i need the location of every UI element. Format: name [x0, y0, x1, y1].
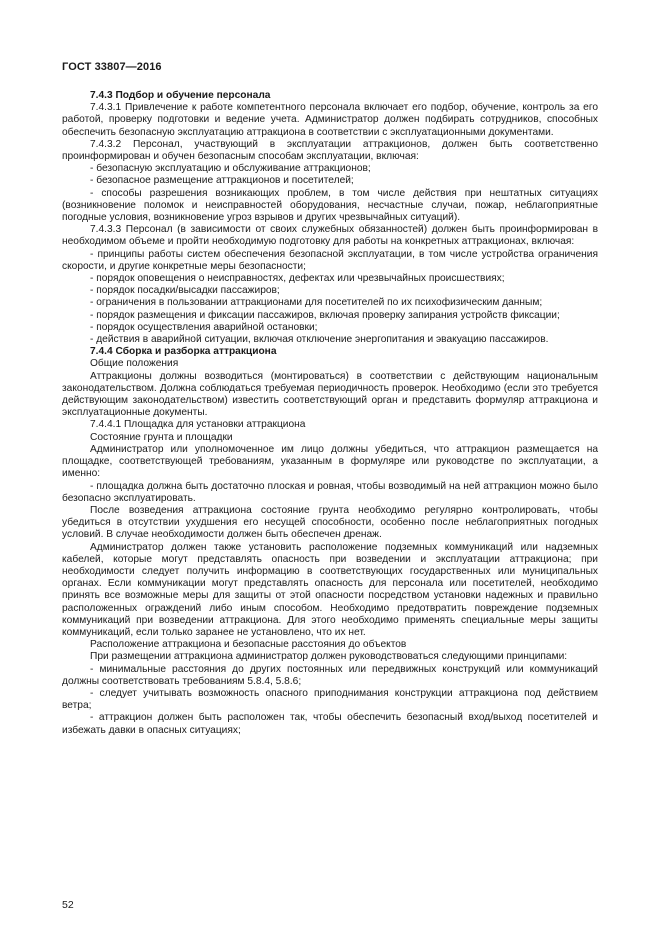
paragraph: После возведения аттракциона состояние грунта необходимо регулярно контролировать, чтобы убедиться в отсутствии ухудшения его несущей способности, особенно после неблагоприятных погодных условий. В случае необходимости должен быть обеспечен дренаж.	[62, 504, 598, 541]
page-number: 52	[62, 899, 74, 911]
list-item: - ограничения в пользовании аттракционами для посетителей по их психофизическим данным;	[90, 297, 543, 309]
subheading: Расположение аттракциона и безопасные расстояния до объектов	[90, 639, 407, 651]
subheading: Состояние грунта и площадки	[90, 431, 233, 443]
paragraph: При размещении аттракциона администратор должен руководствоваться следующими принципами:	[90, 651, 568, 663]
paragraph: 7.4.3.1 Привлечение к работе компетентного персонала включает его подбор, обучение, контроль за его работой, проверку подготовки и ведение учета. Администратор должен подбирать сотрудников, способных обеспечить безопасную эксплуатацию аттракциона в соответствии с эксплуатационными документами.	[62, 102, 598, 138]
document-header: ГОСТ 33807—2016	[62, 61, 162, 73]
list-item: - порядок посадки/высадки пассажиров;	[90, 285, 280, 297]
list-item: - действия в аварийной ситуации, включая отключение энергопитания и эвакуацию пассажиров.	[90, 334, 549, 346]
section-heading: 7.4.4 Сборка и разборка аттракциона	[90, 346, 277, 358]
paragraph: Аттракционы должны возводиться (монтироваться) в соответствии с действующим национальным законодательством. Должна соблюдаться требуемая периодичность проверок. Необходимо (если это требуется действующим законодательством) известить соответствующий орган и представить формуляр аттракциона и эксплуатационные документы.	[62, 370, 598, 419]
list-item: - безопасное размещение аттракционов и посетителей;	[90, 175, 354, 187]
paragraph: Администратор или уполномоченное им лицо должны убедиться, что аттракцион размещается на площадке, соответствующей требованиям, указанным в формуляре или руководстве по эксплуатации, а именно:	[62, 443, 598, 480]
document-body	[62, 90, 598, 737]
list-item: - способы разрешения возникающих проблем, в том числе действия при нештатных ситуациях (возникновение поломок и неисправностей оборудования, несчастные случаи, пожар, неблагоприятные погодные условия, возникновение угроз взрывов и других чрезвычайных ситуаций).	[62, 187, 598, 224]
list-item: - минимальные расстояния до других постоянных или передвижных конструкций или коммуникаций должны соответствовать требованиям 5.8.4, 5.8.6;	[62, 663, 598, 687]
section-heading: 7.4.3 Подбор и обучение персонала	[90, 90, 271, 101]
list-item: - порядок осуществления аварийной остановки;	[90, 321, 318, 333]
paragraph: Администратор должен также установить расположение подземных коммуникаций или надземных кабелей, которые могут представлять опасность при возведении и эксплуатации аттракциона; при необходимости следует получить информацию в соответствующих государственных или муниципальных органах. Если коммуникации могут представлять опасность для персонала или посетителей, необходимо принять все возможные меры для защиты от этой опасности посредством установки надежных и правильно расположенных ограждений либо иным способом. Необходимо предотвратить повреждение подземных коммуникаций при возведении аттракциона. Для этого необходимо применять специальные меры защиты коммуникаций, если только заранее не установлено, что их нет.	[62, 541, 598, 638]
paragraph: 7.4.3.3 Персонал (в зависимости от своих служебных обязанностей) должен быть проинформирован в необходимом объеме и пройти необходимую подготовку для работы на конкретных аттракционах, включая:	[62, 224, 598, 248]
list-item: - безопасную эксплуатацию и обслуживание аттракционов;	[90, 163, 371, 175]
list-item: - аттракцион должен быть расположен так, чтобы обеспечить безопасный вход/выход посетителей и избежать давки в опасных ситуациях;	[62, 712, 598, 736]
subheading: Общие положения	[90, 358, 179, 370]
list-item: - принципы работы систем обеспечения безопасной эксплуатации, в том числе устройства ограничения скорости, и другие конкретные меры безопасности;	[62, 248, 598, 272]
list-item: - порядок размещения и фиксации пассажиров, включая проверку запирания устройств фиксации;	[90, 309, 560, 321]
clause-heading: 7.4.4.1 Площадка для установки аттракциона	[90, 419, 306, 431]
list-item: - следует учитывать возможность опасного приподнимания конструкции аттракциона под действием ветра;	[62, 687, 598, 712]
list-item: - площадка должна быть достаточно плоская и ровная, чтобы возводимый на ней аттракцион можно было безопасно эксплуатировать.	[62, 480, 598, 504]
paragraph: 7.4.3.2 Персонал, участвующий в эксплуатации аттракционов, должен быть соответственно проинформирован и обучен безопасным способам эксплуатации, включая:	[62, 138, 598, 163]
list-item: - порядок оповещения о неисправностях, дефектах или чрезвычайных происшествиях;	[90, 273, 505, 285]
